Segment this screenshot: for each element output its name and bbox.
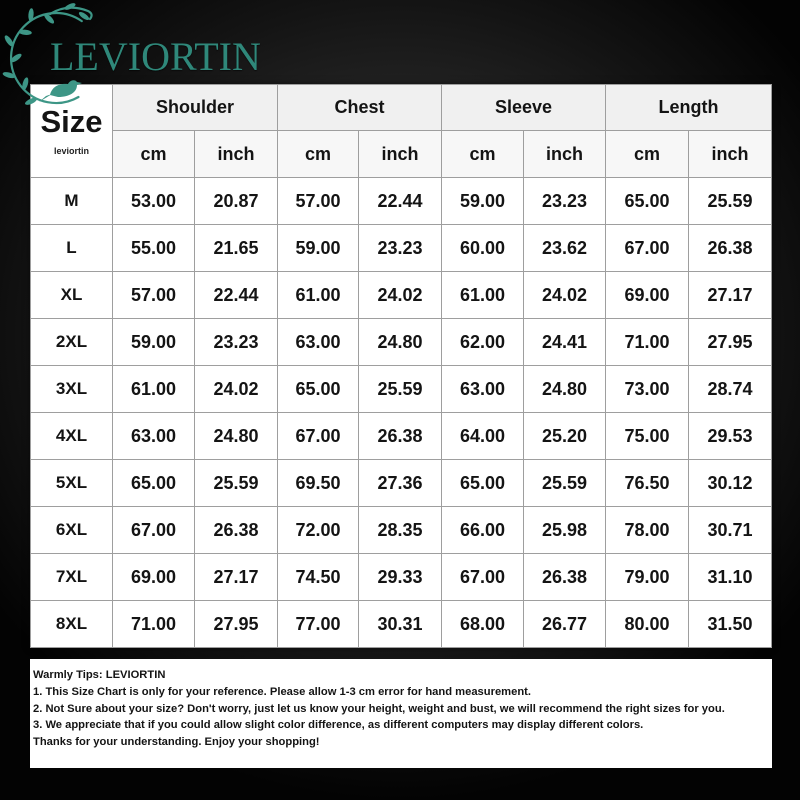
sleeve-cm-cell: 62.00	[442, 319, 524, 366]
sleeve-inch-cell: 24.80	[524, 366, 606, 413]
sleeve-inch-cell: 25.20	[524, 413, 606, 460]
chest-cm-cell: 57.00	[278, 178, 359, 225]
length-inch-cell: 28.74	[689, 366, 772, 413]
shoulder-inch-cell: 27.17	[195, 554, 278, 601]
size-label: 4XL	[31, 413, 113, 460]
column-header-chest: Chest	[278, 85, 442, 131]
chest-inch-cell: 23.23	[359, 225, 442, 272]
sleeve-cm-cell: 60.00	[442, 225, 524, 272]
unit-header-inch: inch	[195, 131, 278, 178]
shoulder-cm-cell: 61.00	[113, 366, 195, 413]
shoulder-inch-cell: 21.65	[195, 225, 278, 272]
tips-closing: Thanks for your understanding. Enjoy your shopping!	[33, 736, 320, 749]
length-cm-cell: 78.00	[606, 507, 689, 554]
size-header-brand: leviortin	[53, 146, 89, 156]
chest-cm-cell: 65.00	[278, 366, 359, 413]
length-cm-cell: 73.00	[606, 366, 689, 413]
length-cm-cell: 79.00	[606, 554, 689, 601]
tip-line: 3. We appreciate that if you could allow slight color difference, as different computers may display different colors.	[33, 719, 644, 732]
shoulder-inch-cell: 25.59	[195, 460, 278, 507]
size-header-label: Size	[40, 104, 103, 139]
size-label: L	[31, 225, 113, 272]
length-inch-cell: 30.12	[689, 460, 772, 507]
size-chart-table	[30, 84, 772, 648]
chest-inch-cell: 28.35	[359, 507, 442, 554]
sleeve-cm-cell: 61.00	[442, 272, 524, 319]
size-label: 3XL	[31, 366, 113, 413]
length-inch-cell: 31.50	[689, 601, 772, 648]
tip-line: 2. Not Sure about your size? Don't worry, just let us know your height, weight and bust, we will recommend the right sizes for you.	[33, 702, 725, 715]
shoulder-inch-cell: 24.02	[195, 366, 278, 413]
sleeve-inch-cell: 25.59	[524, 460, 606, 507]
column-header-shoulder: Shoulder	[113, 85, 278, 131]
size-label: 6XL	[31, 507, 113, 554]
sleeve-cm-cell: 64.00	[442, 413, 524, 460]
length-cm-cell: 65.00	[606, 178, 689, 225]
sleeve-cm-cell: 66.00	[442, 507, 524, 554]
tips-title: Warmly Tips: LEVIORTIN	[33, 669, 166, 681]
chest-cm-cell: 59.00	[278, 225, 359, 272]
shoulder-cm-cell: 65.00	[113, 460, 195, 507]
sleeve-inch-cell: 23.62	[524, 225, 606, 272]
size-label: M	[31, 178, 113, 225]
chest-cm-cell: 72.00	[278, 507, 359, 554]
size-label: 5XL	[31, 460, 113, 507]
chest-inch-cell: 24.80	[359, 319, 442, 366]
shoulder-inch-cell: 26.38	[195, 507, 278, 554]
chest-cm-cell: 77.00	[278, 601, 359, 648]
sleeve-cm-cell: 63.00	[442, 366, 524, 413]
length-inch-cell: 30.71	[689, 507, 772, 554]
sleeve-cm-cell: 59.00	[442, 178, 524, 225]
size-label: 7XL	[31, 554, 113, 601]
chest-inch-cell: 24.02	[359, 272, 442, 319]
sleeve-cm-cell: 67.00	[442, 554, 524, 601]
chest-cm-cell: 74.50	[278, 554, 359, 601]
chest-inch-cell: 27.36	[359, 460, 442, 507]
shoulder-cm-cell: 59.00	[113, 319, 195, 366]
chest-inch-cell: 22.44	[359, 178, 442, 225]
unit-header-cm: cm	[606, 131, 689, 178]
size-label: 2XL	[31, 319, 113, 366]
unit-header-inch: inch	[689, 131, 772, 178]
unit-header-cm: cm	[278, 131, 359, 178]
chest-inch-cell: 25.59	[359, 366, 442, 413]
chest-inch-cell: 26.38	[359, 413, 442, 460]
length-cm-cell: 75.00	[606, 413, 689, 460]
chest-cm-cell: 67.00	[278, 413, 359, 460]
sleeve-cm-cell: 68.00	[442, 601, 524, 648]
length-cm-cell: 67.00	[606, 225, 689, 272]
unit-header-cm: cm	[113, 131, 195, 178]
shoulder-cm-cell: 53.00	[113, 178, 195, 225]
chest-cm-cell: 63.00	[278, 319, 359, 366]
sleeve-inch-cell: 26.77	[524, 601, 606, 648]
length-inch-cell: 29.53	[689, 413, 772, 460]
sleeve-inch-cell: 24.41	[524, 319, 606, 366]
sleeve-cm-cell: 65.00	[442, 460, 524, 507]
unit-header-inch: inch	[359, 131, 442, 178]
sleeve-inch-cell: 26.38	[524, 554, 606, 601]
shoulder-inch-cell: 24.80	[195, 413, 278, 460]
shoulder-cm-cell: 57.00	[113, 272, 195, 319]
chest-inch-cell: 29.33	[359, 554, 442, 601]
size-label: 8XL	[31, 601, 113, 648]
length-inch-cell: 25.59	[689, 178, 772, 225]
shoulder-inch-cell: 22.44	[195, 272, 278, 319]
column-header-length: Length	[606, 85, 772, 131]
shoulder-inch-cell: 27.95	[195, 601, 278, 648]
length-cm-cell: 71.00	[606, 319, 689, 366]
sleeve-inch-cell: 24.02	[524, 272, 606, 319]
length-cm-cell: 76.50	[606, 460, 689, 507]
chest-inch-cell: 30.31	[359, 601, 442, 648]
brand-name: LEVIORTIN	[50, 34, 261, 79]
length-cm-cell: 80.00	[606, 601, 689, 648]
length-inch-cell: 31.10	[689, 554, 772, 601]
length-inch-cell: 27.95	[689, 319, 772, 366]
tips-box	[30, 659, 772, 768]
tip-line: 1. This Size Chart is only for your reference. Please allow 1-3 cm error for hand measurement.	[33, 685, 532, 698]
length-cm-cell: 69.00	[606, 272, 689, 319]
unit-header-cm: cm	[442, 131, 524, 178]
chest-cm-cell: 69.50	[278, 460, 359, 507]
length-inch-cell: 27.17	[689, 272, 772, 319]
shoulder-cm-cell: 69.00	[113, 554, 195, 601]
shoulder-cm-cell: 67.00	[113, 507, 195, 554]
chest-cm-cell: 61.00	[278, 272, 359, 319]
shoulder-cm-cell: 71.00	[113, 601, 195, 648]
size-label: XL	[31, 272, 113, 319]
shoulder-cm-cell: 55.00	[113, 225, 195, 272]
unit-header-inch: inch	[524, 131, 606, 178]
length-inch-cell: 26.38	[689, 225, 772, 272]
sleeve-inch-cell: 23.23	[524, 178, 606, 225]
shoulder-inch-cell: 20.87	[195, 178, 278, 225]
column-header-sleeve: Sleeve	[442, 85, 606, 131]
shoulder-inch-cell: 23.23	[195, 319, 278, 366]
sleeve-inch-cell: 25.98	[524, 507, 606, 554]
shoulder-cm-cell: 63.00	[113, 413, 195, 460]
